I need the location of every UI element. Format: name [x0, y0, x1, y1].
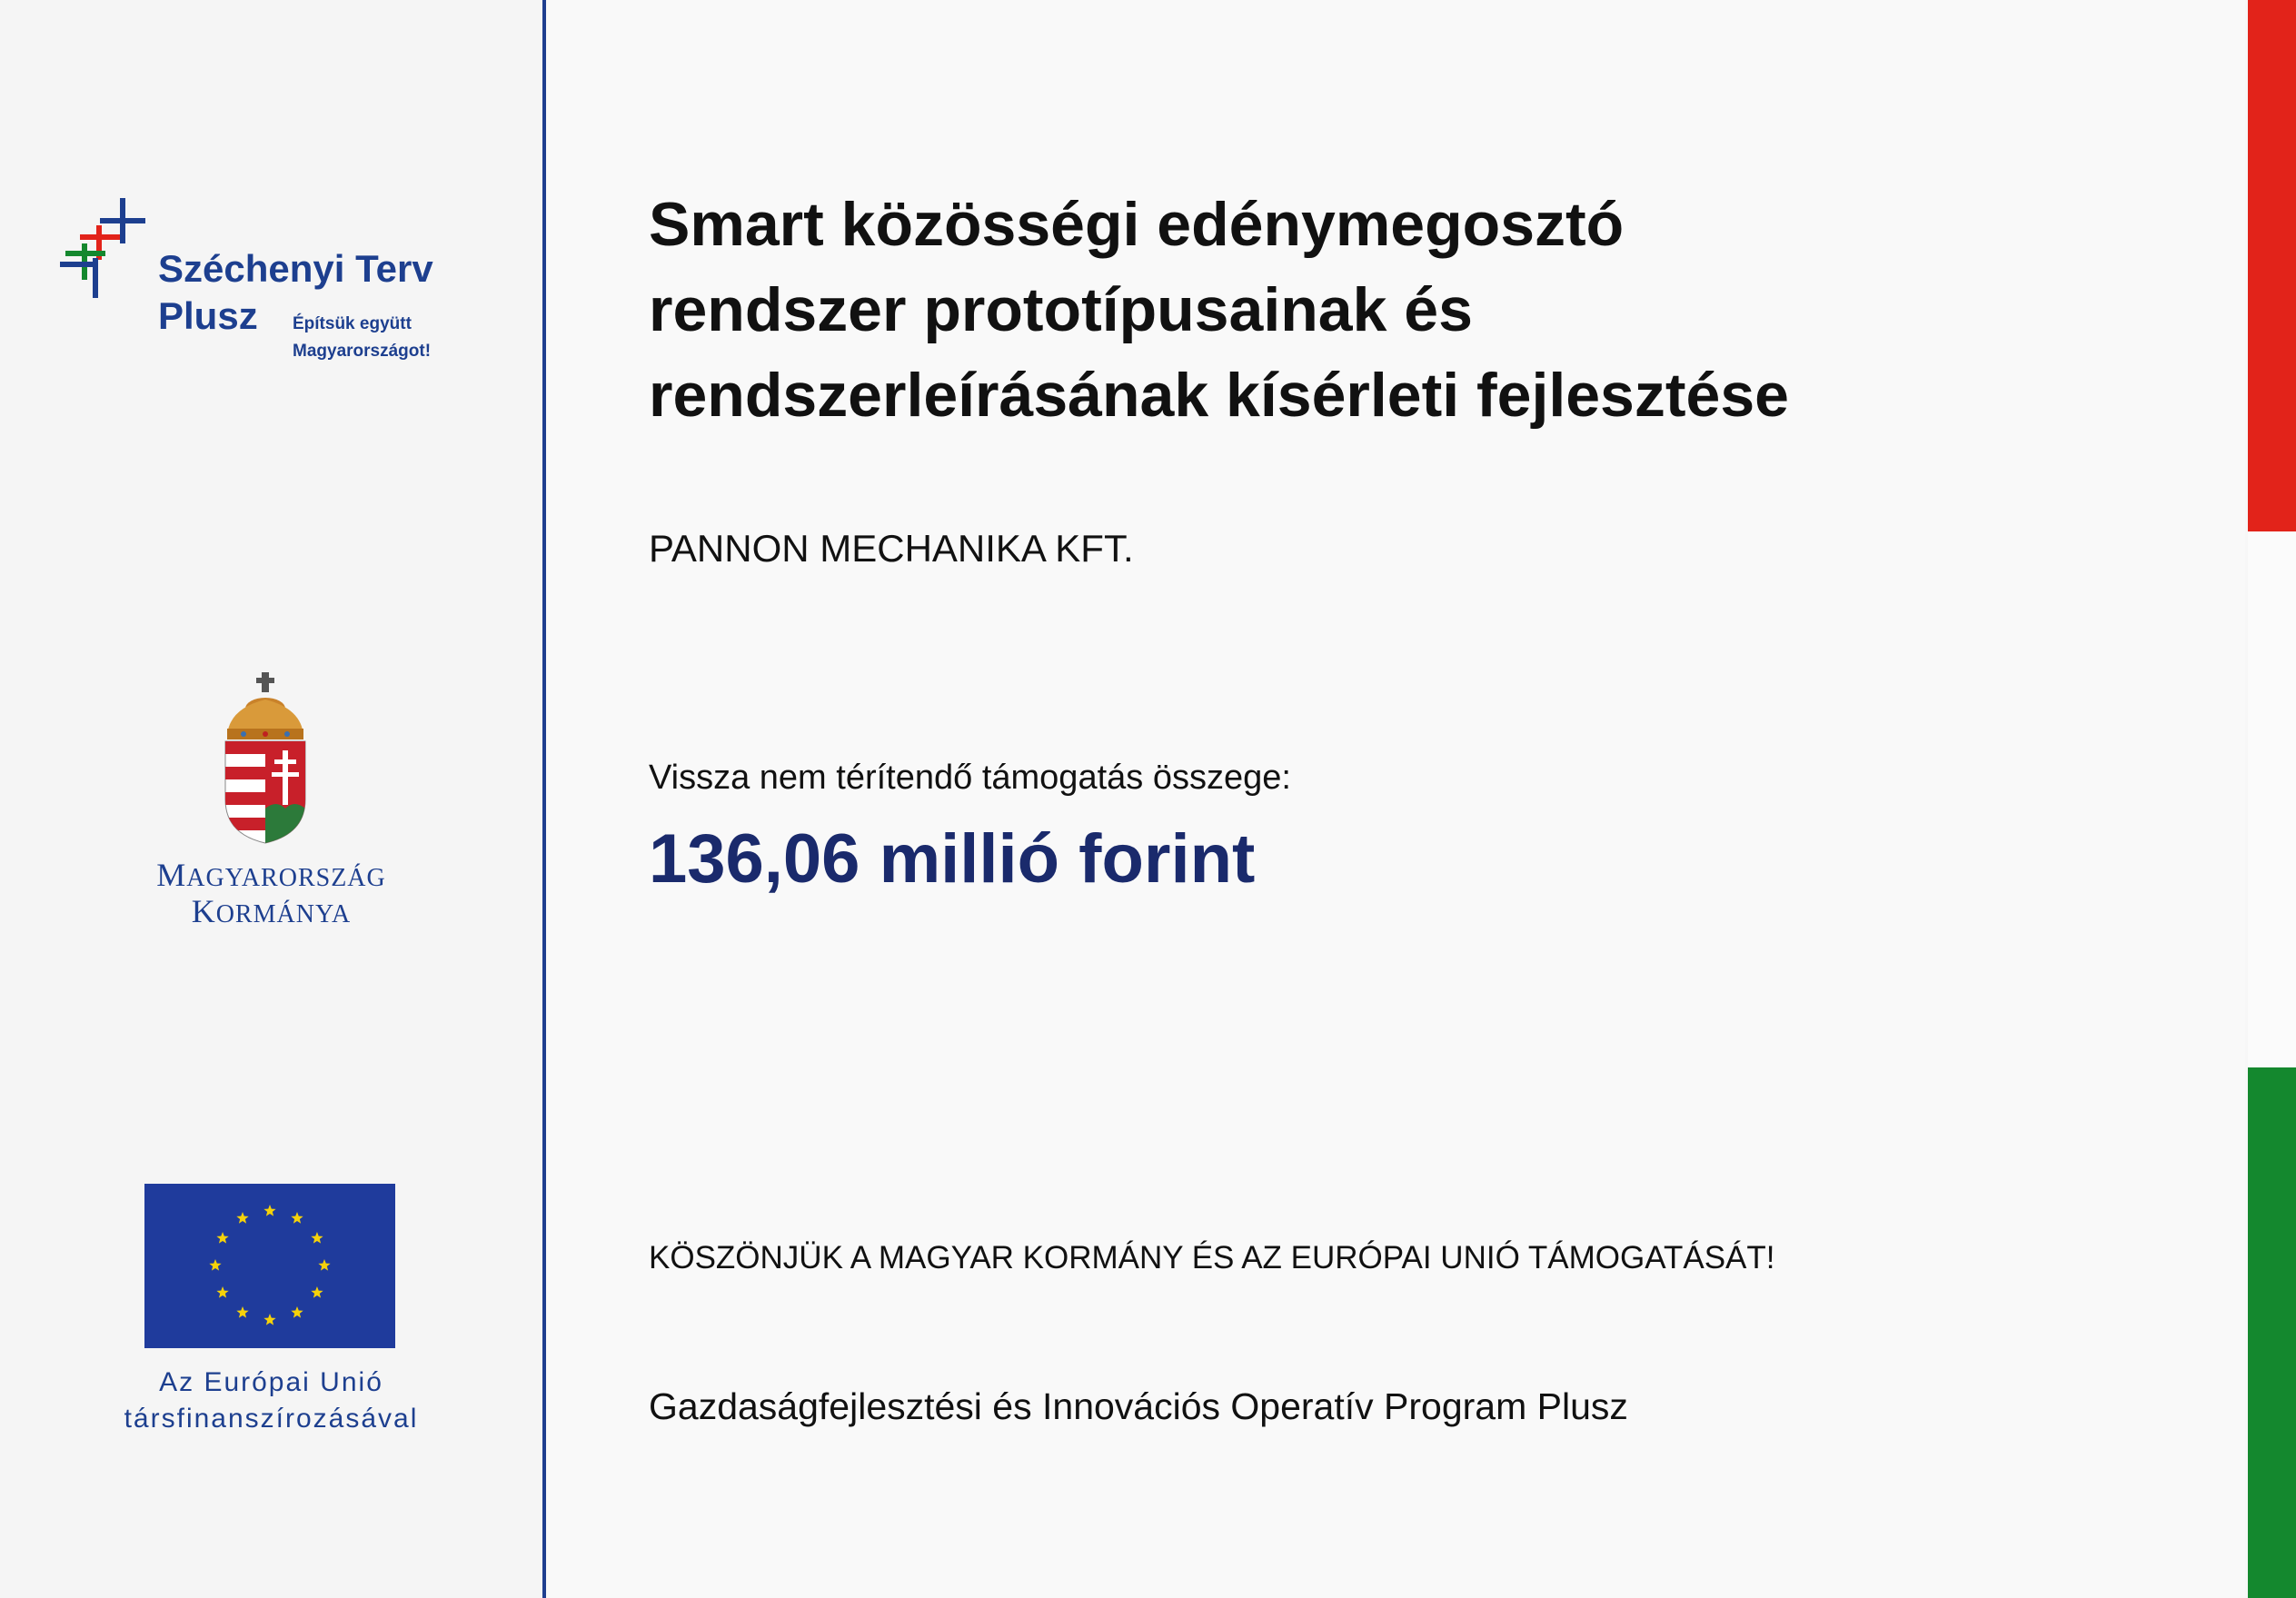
- szechenyi-cross-icon: [60, 198, 162, 300]
- project-title-line2: rendszer prototípusainak és: [649, 275, 1473, 344]
- szechenyi-name: Széchenyi Terv: [158, 247, 433, 290]
- eu-cofinancing-line2: társfinanszírozásával: [124, 1404, 419, 1434]
- flag-stripe-green: [2248, 1067, 2296, 1598]
- grant-amount: 136,06 millió forint: [649, 820, 1256, 898]
- company-name: PANNON MECHANIKA KFT.: [649, 527, 1134, 570]
- thanks-text: KÖSZÖNJÜK A MAGYAR KORMÁNY ÉS AZ EURÓPAI UNIÓ TÁMOGATÁSÁT!: [649, 1240, 1775, 1275]
- program-name: Gazdaságfejlesztési és Innovációs Operatív Program Plusz: [649, 1385, 1628, 1427]
- government-name-line1: MAGYARORSZÁG: [156, 857, 386, 893]
- project-title-line1: Smart közösségi edénymegosztó: [649, 190, 1625, 259]
- szechenyi-plus: Plusz: [158, 294, 258, 337]
- szechenyi-slogan-line2: Magyarországot!: [293, 342, 432, 361]
- grant-label: Vissza nem térítendő támogatás összege:: [649, 759, 1291, 797]
- hungarian-coat-of-arms-icon: [222, 672, 309, 845]
- szechenyi-logo: [60, 198, 487, 380]
- szechenyi-slogan-line1: Építsük együtt: [293, 314, 412, 333]
- project-title: [649, 182, 2212, 438]
- government-name-line2: KORMÁNYA: [191, 893, 352, 929]
- project-title-line3: rendszerleírásának kísérleti fejlesztése: [649, 361, 1789, 430]
- flag-stripe-white: [2248, 531, 2296, 1067]
- eu-cofinancing-line1: Az Európai Unió: [159, 1367, 383, 1397]
- flag-stripe-red: [2248, 0, 2296, 531]
- eu-flag-icon: [144, 1184, 395, 1348]
